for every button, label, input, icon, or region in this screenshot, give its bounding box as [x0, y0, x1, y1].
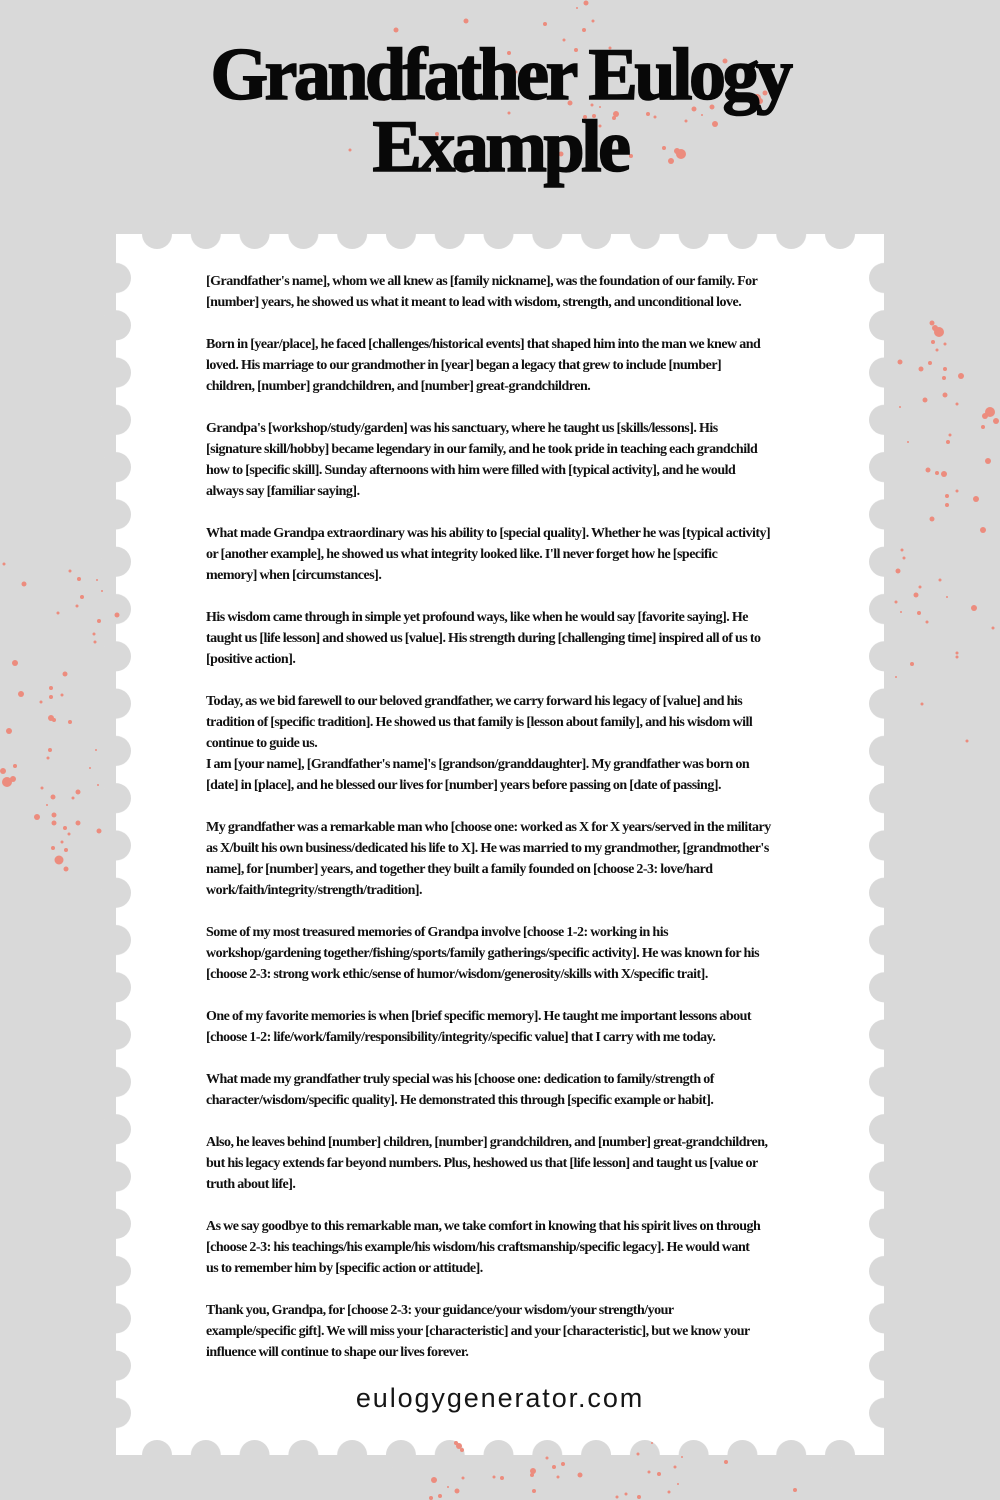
paragraph-line: or [another example], he showed us what integrity looked like. I'll never forget how he [specific	[206, 547, 718, 562]
paragraph-line: [date] in [place], and he blessed our lives for [number] years before passing on [date of passing].	[206, 778, 721, 793]
eulogy-paragraph	[206, 523, 806, 586]
paragraph-line: What made Grandpa extraordinary was his ability to [special quality]. Whether he was [typical activity]	[206, 526, 771, 541]
splatter-right	[895, 321, 1000, 743]
eulogy-paragraph	[206, 1132, 806, 1195]
paragraph-line: [Grandfather's name], whom we all knew as [family nickname], was the foundation of our family. For	[206, 274, 758, 289]
paragraph-line: us to remember him by [specific action or attitude].	[206, 1261, 483, 1276]
paragraph-line: [choose 1-2: life/work/family/responsibility/integrity/specific value] that I carry with me today.	[206, 1030, 716, 1045]
paragraph-line: name], for [number] years, and together they built a family founded on [choose 2-3: love/hard	[206, 862, 713, 877]
eulogy-paragraph	[206, 334, 806, 397]
splatter-left	[0, 563, 120, 872]
paragraph-line: What made my grandfather truly special was his [choose one: dedication to family/strength of	[206, 1072, 714, 1087]
eulogy-paragraph	[206, 1006, 806, 1048]
eulogy-paragraph	[206, 271, 806, 313]
splatter-bottom	[429, 1441, 797, 1500]
page-title-line-2: Example	[372, 106, 628, 188]
paragraph-line: Born in [year/place], he faced [challenges/historical events] that shaped him into the man we knew and	[206, 337, 761, 352]
paragraph-line: His wisdom came through in simple yet profound ways, like when he would say [favorite saying]. He	[206, 610, 748, 625]
paragraph-line: taught us [life lesson] and showed us [value]. His strength during [challenging time] inspired all of us to	[206, 631, 761, 646]
eulogy-paragraph	[206, 1300, 806, 1363]
paragraph-line: [number] years, he showed us what it meant to lead with wisdom, strength, and unconditional love.	[206, 295, 742, 310]
eulogy-paragraph	[206, 817, 806, 901]
paragraph-line: example/specific gift]. We will miss your [characteristic] and your [characteristic], but we know your	[206, 1324, 750, 1339]
paragraph-line: work/faith/integrity/strength/tradition].	[206, 883, 423, 898]
paragraph-line: Grandpa's [workshop/study/garden] was his sanctuary, where he taught us [skills/lessons]. His	[206, 421, 718, 436]
paragraph-line: As we say goodbye to this remarkable man, we take comfort in knowing that his spirit lives on through	[206, 1219, 761, 1234]
page-title-line-1: Grandfather Eulogy	[210, 34, 790, 116]
eulogy-paragraph	[206, 922, 806, 985]
site-name: eulogygenerator.com	[355, 1383, 645, 1413]
paragraph-line: memory] when [circumstances].	[206, 568, 382, 583]
paragraph-line: One of my favorite memories is when [brief specific memory]. He taught me important lessons about	[206, 1009, 752, 1024]
eulogy-text	[206, 271, 806, 1363]
paragraph-line: [signature skill/hobby] became legendary in our family, and he took pride in teaching each grandchild	[206, 442, 758, 457]
eulogy-paragraph	[206, 691, 806, 754]
paragraph-line: My grandfather was a remarkable man who [choose one: worked as X for X years/served in the military	[206, 820, 771, 835]
paragraph-line: [positive action].	[206, 652, 296, 667]
paragraph-line: Thank you, Grandpa, for [choose 2-3: your guidance/your wisdom/your strength/your	[206, 1303, 674, 1318]
paragraph-line: [choose 2-3: his teachings/his example/his wisdom/his craftsmanship/specific legacy]. He would want	[206, 1240, 750, 1255]
paragraph-line: Also, he leaves behind [number] children, [number] grandchildren, and [number] great-grandchildren,	[206, 1135, 768, 1150]
paragraph-line: [choose 2-3: strong work ethic/sense of humor/wisdom/generosity/skills with X/specific trait].	[206, 967, 708, 982]
eulogy-paragraph	[206, 607, 806, 670]
paragraph-line: as X/built his own business/dedicated his life to X]. He was married to my grandmother, [grandmother's	[206, 841, 769, 856]
paragraph-line: character/wisdom/specific quality]. He demonstrated this through [specific example or habit].	[206, 1093, 714, 1108]
paragraph-line: workshop/gardening together/fishing/sports/family gatherings/specific activity]. He was known for his	[206, 946, 760, 961]
paragraph-line: truth about life].	[206, 1177, 296, 1192]
paragraph-line: tradition of [specific tradition]. He showed us that family is [lesson about family], and his wisdom will	[206, 715, 753, 730]
page-title	[0, 34, 1000, 188]
eulogy-paragraph	[206, 754, 806, 796]
paragraph-line: Some of my most treasured memories of Grandpa involve [choose 1-2: working in his	[206, 925, 669, 940]
paragraph-line: children, [number] grandchildren, and [number] great-grandchildren.	[206, 379, 591, 394]
eulogy-paragraph	[206, 418, 806, 502]
paragraph-line: how to [specific skill]. Sunday afternoons with him were filled with [typical activity], and he would	[206, 463, 736, 478]
paragraph-line: I am [your name], [Grandfather's name]'s [grandson/granddaughter]. My grandfather was born on	[206, 757, 750, 772]
paragraph-line: continue to guide us.	[206, 736, 318, 751]
eulogy-paragraph	[206, 1069, 806, 1111]
eulogy-paragraph	[206, 1216, 806, 1279]
paragraph-line: influence will continue to shape our lives forever.	[206, 1345, 469, 1360]
paragraph-line: but his legacy extends far beyond numbers. Plus, heshowed us that [life lesson] and taught us [value or	[206, 1156, 758, 1171]
paragraph-line: loved. His marriage to our grandmother in [year] began a legacy that grew to include [number]	[206, 358, 722, 373]
paragraph-line: always say [familiar saying].	[206, 484, 360, 499]
paragraph-line: Today, as we bid farewell to our beloved grandfather, we carry forward his legacy of [value] and his	[206, 694, 743, 709]
